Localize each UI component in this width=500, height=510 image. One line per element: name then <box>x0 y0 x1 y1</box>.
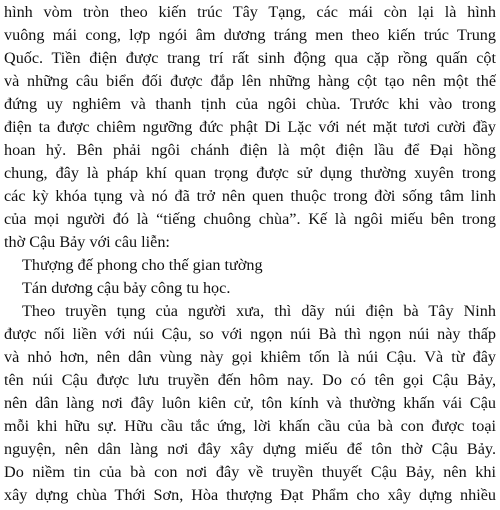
verse-line: Thượng đế phong cho thế gian tường <box>22 256 263 274</box>
text-line: vuông mái cong, lợp ngói âm dương tráng men theo kiến trúc Trung <box>4 26 496 44</box>
text-line: tên núi Cậu được lưu truyền đến hôm nay. Do có tên gọi Cậu Bảy, <box>4 371 496 389</box>
text-line: Quốc. Tiền điện được trang trí rất sinh động qua cặp rồng quấn cột <box>4 49 496 67</box>
text-line: được nối liền với núi Cậu, so với ngọn núi Bà thì ngọn núi này thấp <box>4 325 496 343</box>
text-line: hình vòm tròn theo kiến trúc Tây Tạng, các mái còn lại là hình <box>4 3 496 21</box>
text-line: mỗi khi hữu sự. Hữu cầu tắc ứng, lời khấn cầu của bà con được toại <box>4 417 496 435</box>
paragraph-first-line: Theo truyền tụng của người xưa, thì dãy núi điện bà Tây Ninh <box>22 302 496 320</box>
text-line: thờ Cậu Bảy với câu liễn: <box>4 233 170 251</box>
text-line: Do niềm tin của bà con nơi đây về truyền thuyết Cậu Bảy, nên khi <box>4 463 496 481</box>
text-line: nguyện, nên dân làng nơi đây xây dựng miếu để tôn thờ Cậu Bảy. <box>4 440 496 458</box>
text-line: hoan hỷ. Bên phải ngôi chánh điện là một điện lầu để Đại hồng <box>4 141 496 159</box>
text-line: các kỳ khóa tụng và nó đã trở nên quen thuộc trong đời sống tâm linh <box>4 187 496 205</box>
text-line: điện ta được chiêm ngưỡng đức phật Di Lặc với nét mặt tươi cười đầy <box>4 118 496 136</box>
text-line: xây dựng chùa Thới Sơn, Hòa thượng Đạt Phẩm cho xây dựng nhiều <box>4 486 496 504</box>
text-line: và những câu biển đối được đắp lên những hàng cột tạo nên một thế <box>4 72 496 90</box>
text-line: chung, đây là pháp khí quan trọng được sử dụng thường xuyên trong <box>4 164 496 182</box>
text-line: và nhỏ hơn, nên dân vùng này gọi khiêm tốn là núi Cậu. Và từ đây <box>4 348 496 366</box>
text-line: nên dân làng nơi đây luôn kiên cử, tôn kính và thường khấn vái Cậu <box>4 394 496 412</box>
text-line: đứng uy nghiêm và thanh tịnh của ngôi chùa. Trước khi vào trong <box>4 95 496 113</box>
verse-line: Tán dương cậu bảy công tu học. <box>22 279 231 297</box>
text-line: của mọi người đó là “tiếng chuông chùa”. Kế là ngôi miếu bên trong <box>4 210 496 228</box>
